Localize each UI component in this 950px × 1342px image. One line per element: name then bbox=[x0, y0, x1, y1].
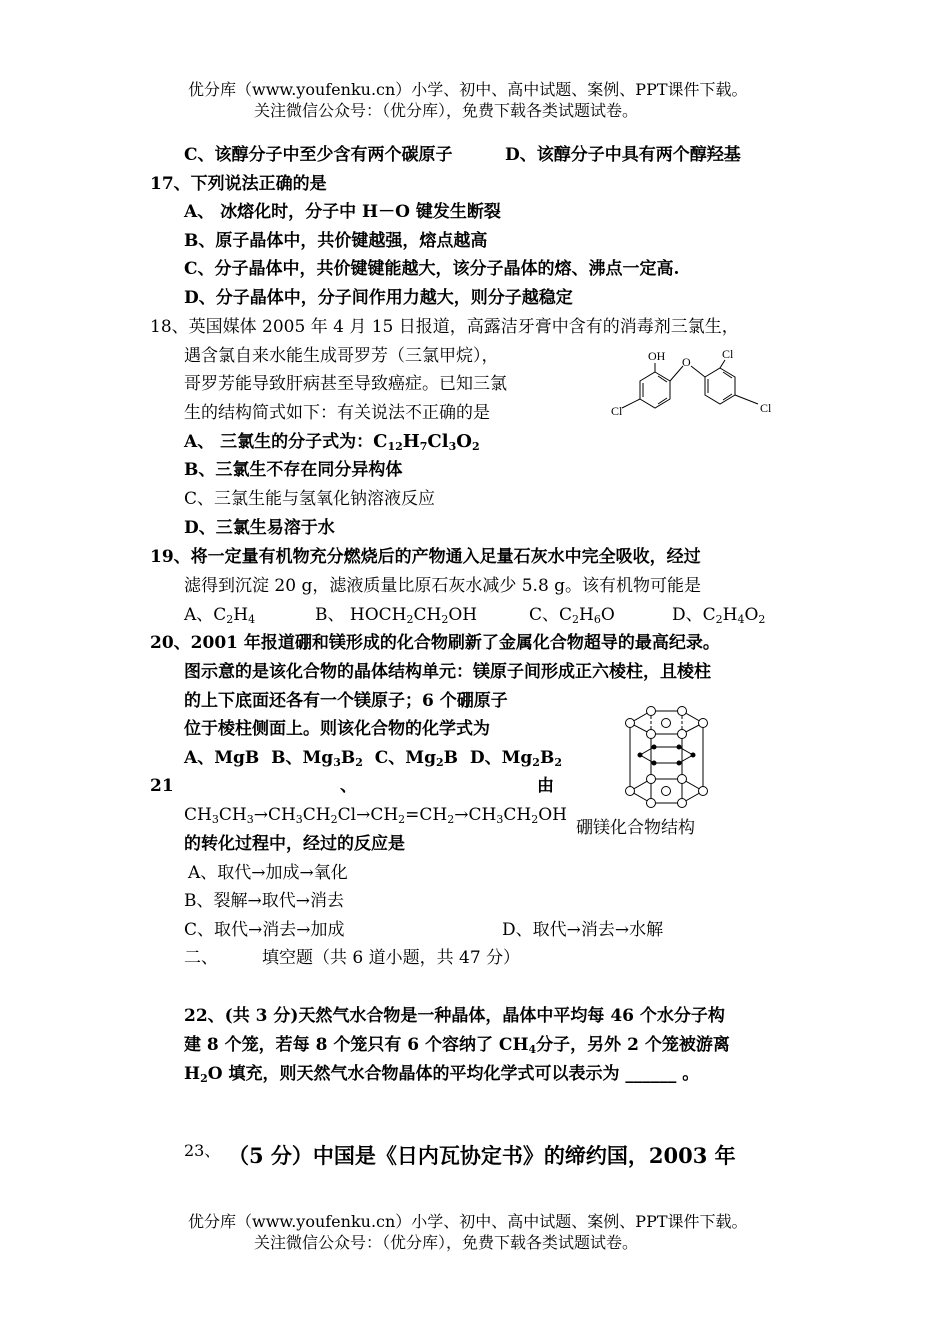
q21-option-b: B、裂解→取代→消去 bbox=[184, 891, 344, 911]
q21-option-a: A、取代→加成→氧化 bbox=[188, 863, 348, 883]
q22-line-3: $H_2O$ 填充，则天然气水合物晶体的平均化学式可以表示为 ______ 。 bbox=[184, 1064, 700, 1085]
q21-number: 21 bbox=[150, 776, 174, 796]
q20-figure-caption: 硼镁化合物结构 bbox=[576, 818, 695, 838]
footer-line-1: 优分库（www.youfenku.cn）小学、初中、高中试题、案例、PPT课件下载。 bbox=[188, 1212, 748, 1231]
q18-option-a bbox=[184, 431, 480, 453]
q19-option-d: D、$C_2H_4O_2$ bbox=[672, 605, 766, 626]
q22-line-2: 建 8 个笼，若每 8 个笼只有 6 个容纳了 $CH_4$分子，另外 2 个笼被游离 bbox=[184, 1035, 730, 1056]
q18-option-b: B、三氯生不存在同分异构体 bbox=[184, 460, 403, 480]
header-line-1: 优分库（www.youfenku.cn）小学、初中、高中试题、案例、PPT课件下载。 bbox=[188, 80, 748, 99]
q17-option-b: B、原子晶体中，共价键越强，熔点越高 bbox=[184, 231, 488, 251]
q20-stem-3: 的上下底面还各有一个镁原子；6 个硼原子 bbox=[184, 691, 508, 711]
q18-option-d: D、三氯生易溶于水 bbox=[184, 518, 335, 538]
q20-stem-1: 20、2001 年报道硼和镁形成的化合物刷新了金属化合物超导的最高纪录。 bbox=[150, 633, 720, 653]
q19-stem-2: 滤得到沉淀 20 g，滤液质量比原石灰水减少 5.8 g。该有机物可能是 bbox=[184, 576, 702, 596]
q18-stem-1: 18、英国媒体 2005 年 4 月 15 日报道，高露洁牙膏中含有的消毒剂三氯生， bbox=[150, 317, 739, 337]
q20-option-c: C、$Mg_2B$ bbox=[374, 748, 458, 769]
ether-o-label: O bbox=[682, 355, 691, 369]
q17-option-c: C、分子晶体中，共价键键能越大，该分子晶体的熔、沸点一定高. bbox=[184, 259, 680, 279]
q20-options bbox=[184, 747, 562, 769]
q21-option-d: D、取代→消去→水解 bbox=[502, 920, 664, 940]
q17-option-d: D、分子晶体中，分子间作用力越大，则分子越稳定 bbox=[184, 288, 573, 308]
triclosan-structure bbox=[608, 344, 788, 424]
q18-stem-3: 哥罗芳能导致肝病甚至导致癌症。已知三氯 bbox=[184, 374, 507, 394]
section-2-number: 二、 bbox=[184, 948, 218, 968]
cl-right-label: Cl bbox=[760, 401, 772, 415]
q20-stem-4: 位于棱柱侧面上。则该化合物的化学式为 bbox=[184, 719, 490, 739]
right-benzene-ring bbox=[705, 368, 735, 404]
q19-option-c: C、$C_2H_6O$ bbox=[529, 605, 615, 626]
q19-option-b: B、 $HOCH_2CH_2OH$ bbox=[315, 605, 478, 626]
q18-stem-4: 生的结构简式如下：有关说法不正确的是 bbox=[184, 403, 490, 423]
q21-tail: 的转化过程中，经过的反应是 bbox=[184, 834, 405, 854]
header-line-2: 关注微信公众号：（优分库），免费下载各类试题试卷。 bbox=[254, 101, 639, 120]
oh-label: OH bbox=[648, 349, 666, 363]
q18-option-c: C、三氯生能与氢氧化钠溶液反应 bbox=[184, 489, 436, 509]
q20-option-d: D、$Mg_2B_2$ bbox=[469, 748, 562, 769]
section-2-title: 填空题（共 6 道小题，共 47 分） bbox=[262, 948, 521, 968]
q17-stem: 17、下列说法正确的是 bbox=[150, 174, 327, 194]
q23-number: 23、 bbox=[184, 1141, 221, 1160]
q16-option-d: D、该醇分子中具有两个醇羟基 bbox=[505, 145, 741, 165]
q22-line-1: 22、(共 3 分)天然气水合物是一种晶体，晶体中平均每 46 个水分子构 bbox=[184, 1006, 725, 1026]
q21-you: 由 bbox=[537, 776, 554, 796]
q21-separator: 、 bbox=[340, 776, 357, 796]
q18-option-a-prefix: A、 三氯生的分子式为： bbox=[184, 432, 374, 452]
q17-option-a: A、 冰熔化时，分子中 H－O 键发生断裂 bbox=[184, 202, 501, 222]
q18-formula: $C_{12}H_7Cl_3O_2$ bbox=[373, 431, 480, 453]
q19-stem-1: 19、将一定量有机物充分燃烧后的产物通入足量石灰水中完全吸收，经过 bbox=[150, 547, 701, 567]
cl-top-label: Cl bbox=[722, 347, 734, 361]
q18-stem-2: 遇含氯自来水能生成哥罗芳（三氯甲烷）， bbox=[184, 346, 499, 366]
q20-stem-2: 图示意的是该化合物的晶体结构单元：镁原子间形成正六棱柱，且棱柱 bbox=[184, 662, 711, 682]
q23-text: （5 分）中国是《日内瓦协定书》的缔约国，2003 年 bbox=[228, 1143, 736, 1168]
mgb-crystal-structure bbox=[618, 703, 718, 815]
footer-line-2: 关注微信公众号：（优分库），免费下载各类试题试卷。 bbox=[254, 1233, 639, 1252]
q21-reaction-chain: $CH_3CH_3\to CH_3CH_2Cl\to CH_2=CH_2\to CH_3CH_2OH$ bbox=[184, 805, 567, 826]
q20-option-a: A、MgB bbox=[184, 748, 260, 768]
q21-option-c: C、取代→消去→加成 bbox=[184, 920, 345, 940]
q20-option-b: B、$Mg_3B_2$ bbox=[271, 748, 363, 769]
q16-option-c: C、该醇分子中至少含有两个碳原子 bbox=[184, 145, 453, 165]
cl-left-label: Cl bbox=[611, 404, 623, 418]
q19-option-a: A、$C_2H_4$ bbox=[184, 605, 256, 626]
left-benzene-ring bbox=[640, 372, 670, 408]
